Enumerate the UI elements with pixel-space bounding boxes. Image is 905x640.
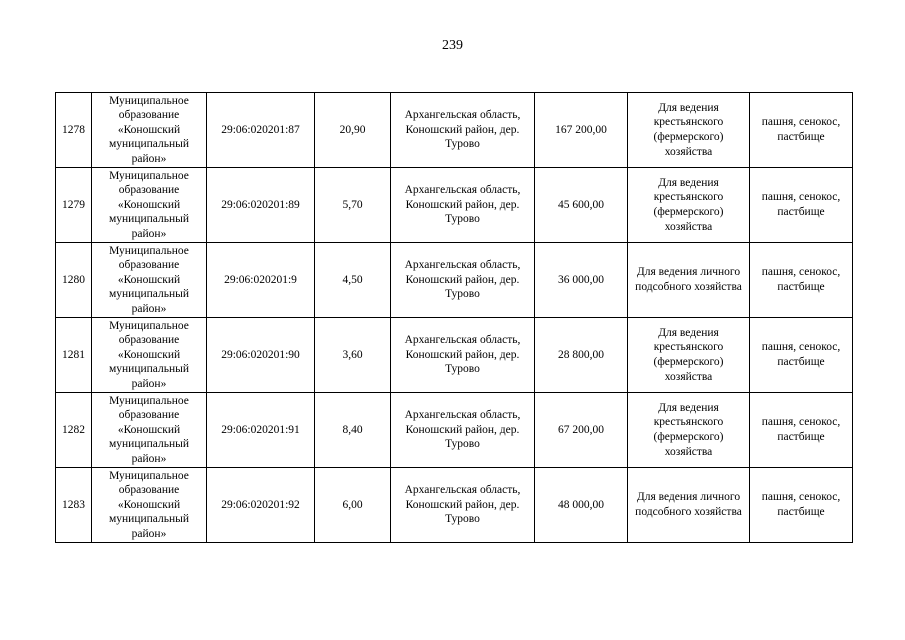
cell-purpose: Для ведения крестьянского (фермерского) хозяйства: [628, 318, 750, 393]
cell-owner: Муниципальное образование «Коношский муниципальный район»: [92, 468, 207, 543]
cell-purpose: Для ведения крестьянского (фермерского) хозяйства: [628, 393, 750, 468]
cell-land-type: пашня, сенокос, пастбище: [750, 93, 853, 168]
land-registry-table: [55, 92, 853, 543]
cell-land-type: пашня, сенокос, пастбище: [750, 168, 853, 243]
cell-address: Архангельская область, Коношский район, дер. Турово: [391, 168, 535, 243]
cell-owner: Муниципальное образование «Коношский муниципальный район»: [92, 93, 207, 168]
cell-area: 8,40: [315, 393, 391, 468]
cell-purpose: Для ведения личного подсобного хозяйства: [628, 468, 750, 543]
cell-cadastral-number: 29:06:020201:89: [207, 168, 315, 243]
cell-owner: Муниципальное образование «Коношский муниципальный район»: [92, 393, 207, 468]
cell-area: 3,60: [315, 318, 391, 393]
cell-value: 28 800,00: [535, 318, 628, 393]
cell-value: 45 600,00: [535, 168, 628, 243]
cell-land-type: пашня, сенокос, пастбище: [750, 393, 853, 468]
table-row: [56, 93, 853, 168]
table-row: [56, 243, 853, 318]
cell-land-type: пашня, сенокос, пастбище: [750, 468, 853, 543]
cell-number: 1279: [56, 168, 92, 243]
cell-land-type: пашня, сенокос, пастбище: [750, 243, 853, 318]
cell-address: Архангельская область, Коношский район, дер. Турово: [391, 318, 535, 393]
cell-cadastral-number: 29:06:020201:87: [207, 93, 315, 168]
cell-area: 5,70: [315, 168, 391, 243]
cell-value: 167 200,00: [535, 93, 628, 168]
cell-land-type: пашня, сенокос, пастбище: [750, 318, 853, 393]
cell-value: 67 200,00: [535, 393, 628, 468]
cell-purpose: Для ведения крестьянского (фермерского) хозяйства: [628, 93, 750, 168]
table-row: [56, 393, 853, 468]
table-row: [56, 168, 853, 243]
cell-address: Архангельская область, Коношский район, дер. Турово: [391, 243, 535, 318]
cell-cadastral-number: 29:06:020201:90: [207, 318, 315, 393]
page-number: 239: [442, 38, 463, 53]
cell-number: 1283: [56, 468, 92, 543]
cell-value: 36 000,00: [535, 243, 628, 318]
cell-address: Архангельская область, Коношский район, дер. Турово: [391, 393, 535, 468]
cell-number: 1278: [56, 93, 92, 168]
cell-cadastral-number: 29:06:020201:9: [207, 243, 315, 318]
cell-purpose: Для ведения крестьянского (фермерского) хозяйства: [628, 168, 750, 243]
cell-address: Архангельская область, Коношский район, дер. Турово: [391, 93, 535, 168]
cell-purpose: Для ведения личного подсобного хозяйства: [628, 243, 750, 318]
cell-number: 1280: [56, 243, 92, 318]
cell-cadastral-number: 29:06:020201:92: [207, 468, 315, 543]
cell-area: 6,00: [315, 468, 391, 543]
table-row: [56, 468, 853, 543]
cell-number: 1281: [56, 318, 92, 393]
cell-area: 20,90: [315, 93, 391, 168]
cell-area: 4,50: [315, 243, 391, 318]
cell-owner: Муниципальное образование «Коношский муниципальный район»: [92, 243, 207, 318]
cell-cadastral-number: 29:06:020201:91: [207, 393, 315, 468]
cell-value: 48 000,00: [535, 468, 628, 543]
cell-owner: Муниципальное образование «Коношский муниципальный район»: [92, 318, 207, 393]
cell-address: Архангельская область, Коношский район, дер. Турово: [391, 468, 535, 543]
cell-owner: Муниципальное образование «Коношский муниципальный район»: [92, 168, 207, 243]
table-row: [56, 318, 853, 393]
cell-number: 1282: [56, 393, 92, 468]
